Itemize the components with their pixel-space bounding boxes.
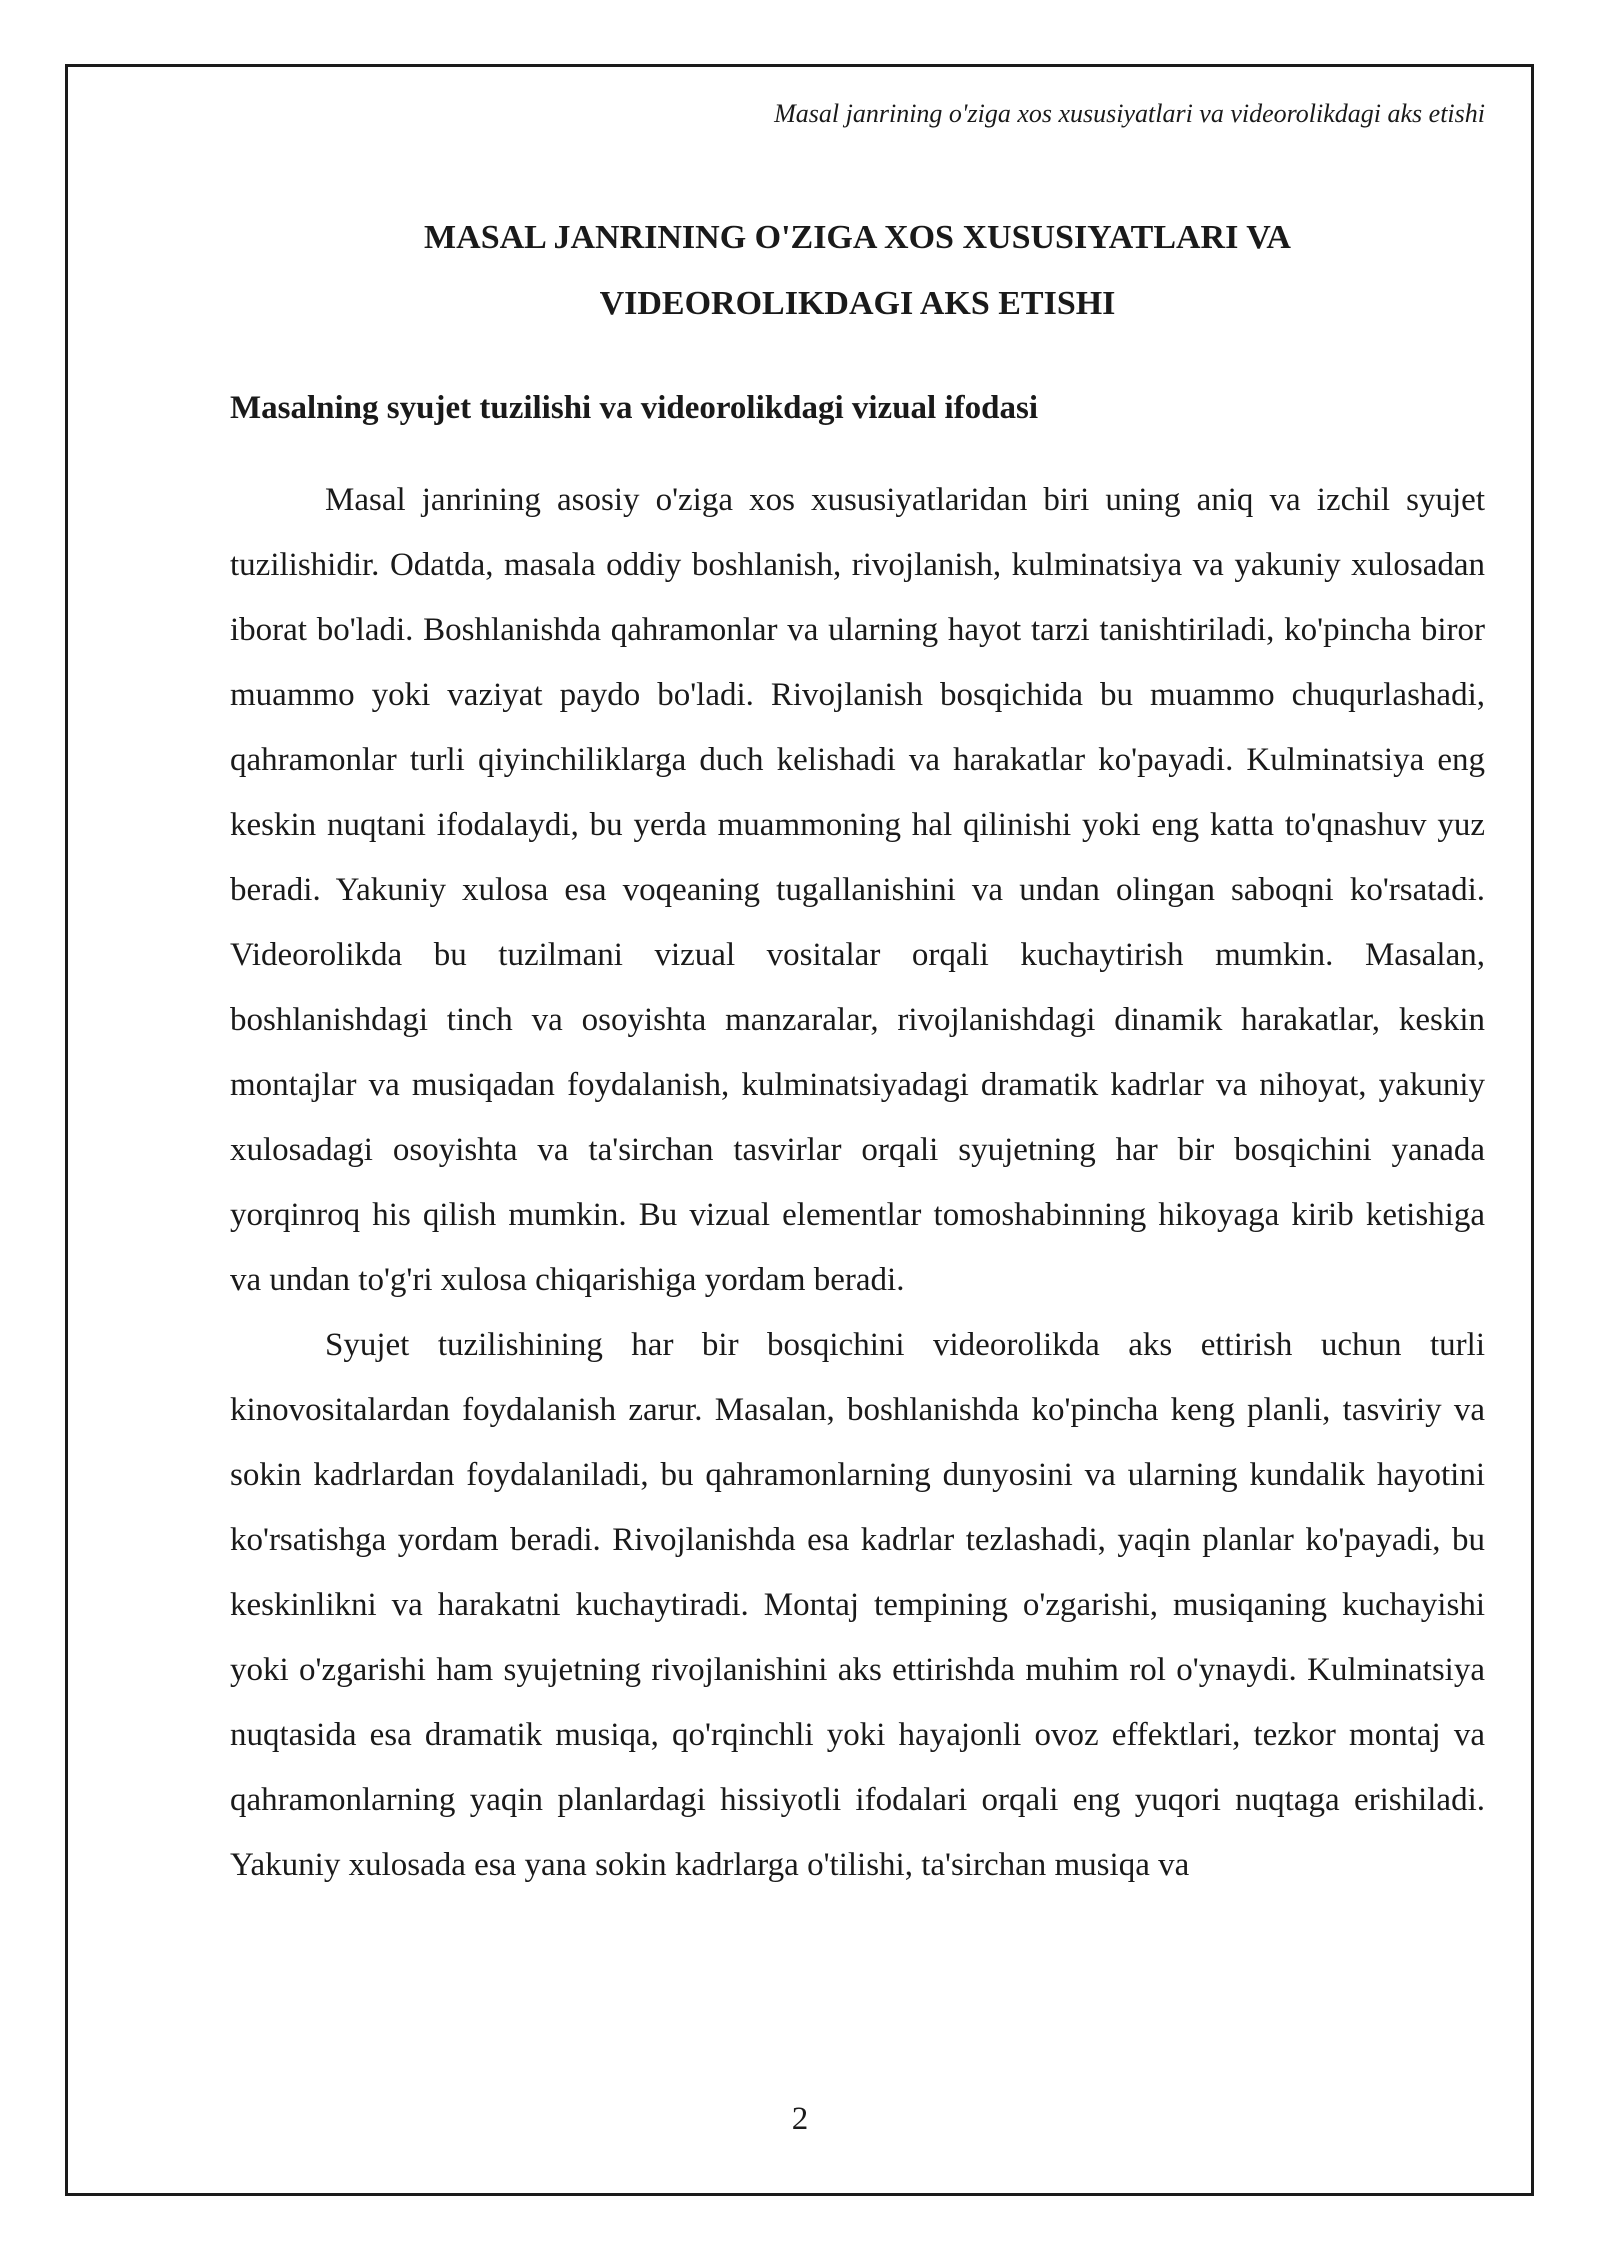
- section-heading: Masalning syujet tuzilishi va videorolikdagi vizual ifodasi: [230, 390, 1039, 426]
- running-header: Masal janrining o'ziga xos xususiyatlari va videorolikdagi aks etishi: [774, 99, 1485, 128]
- document-title-line-1: MASAL JANRINING O'ZIGA XOS XUSUSIYATLARI VA: [424, 219, 1291, 256]
- document-title-line-2: VIDEOROLIKDAGI AKS ETISHI: [599, 285, 1116, 322]
- body-text: [230, 468, 1485, 1898]
- page-number: 2: [791, 2101, 809, 2137]
- paragraph-1: Masal janrining asosiy o'ziga xos xususiyatlaridan biri uning aniq va izchil syujet tuzilishidir. Odatda, masala oddiy boshlanish, rivojlanish, kulminatsiya va yakuniy xulosadan iborat bo'ladi. Boshlanishda qahramonlar va ularning hayot tarzi tanishtiriladi, ko'pincha biror muammo yoki vaziyat paydo bo'ladi. Rivojlanish bosqichida bu muammo chuqurlashadi, qahramonlar turli qiyinchiliklarga duch kelishadi va harakatlar ko'payadi. Kulminatsiya eng keskin nuqtani ifodalaydi, bu yerda muammoning hal qilinishi yoki eng katta to'qnashuv yuz beradi. Yakuniy xulosa esa voqeaning tugallanishini va undan olingan saboqni ko'rsatadi. Videorolikda bu tuzilmani vizual vositalar orqali kuchaytirish mumkin. Masalan, boshlanishdagi tinch va osoyishta manzaralar, rivojlanishdagi dinamik harakatlar, keskin montajlar va musiqadan foydalanish, kulminatsiyadagi dramatik kadrlar va nihoyat, yakuniy xulosadagi osoyishta va ta'sirchan tasvirlar orqali syujetning har bir bosqichini yanada yorqinroq his qilish mumkin. Bu vizual elementlar tomoshabinning hikoyaga kirib ketishiga va undan to'g'ri xulosa chiqarishiga yordam beradi.: [230, 482, 1485, 1298]
- paragraph-2: Syujet tuzilishining har bir bosqichini videorolikda aks ettirish uchun turli kinovositalardan foydalanish zarur. Masalan, boshlanishda ko'pincha keng planli, tasviriy va sokin kadrlardan foydalaniladi, bu qahramonlarning dunyosini va ularning kundalik hayotini ko'rsatishga yordam beradi. Rivojlanishda esa kadrlar tezlashadi, yaqin planlar ko'payadi, bu keskinlikni va harakatni kuchaytiradi. Montaj tempining o'zgarishi, musiqaning kuchayishi yoki o'zgarishi ham syujetning rivojlanishini aks ettirishda muhim rol o'ynaydi. Kulminatsiya nuqtasida esa dramatik musiqa, qo'rqinchli yoki hayajonli ovoz effektlari, tezkor montaj va qahramonlarning yaqin planlardagi hissiyotli ifodalari orqali eng yuqori nuqtaga erishiladi. Yakuniy xulosada esa yana sokin kadrlarga o'tilishi, ta'sirchan musiqa va: [230, 1327, 1485, 1883]
- document-title: [230, 205, 1485, 337]
